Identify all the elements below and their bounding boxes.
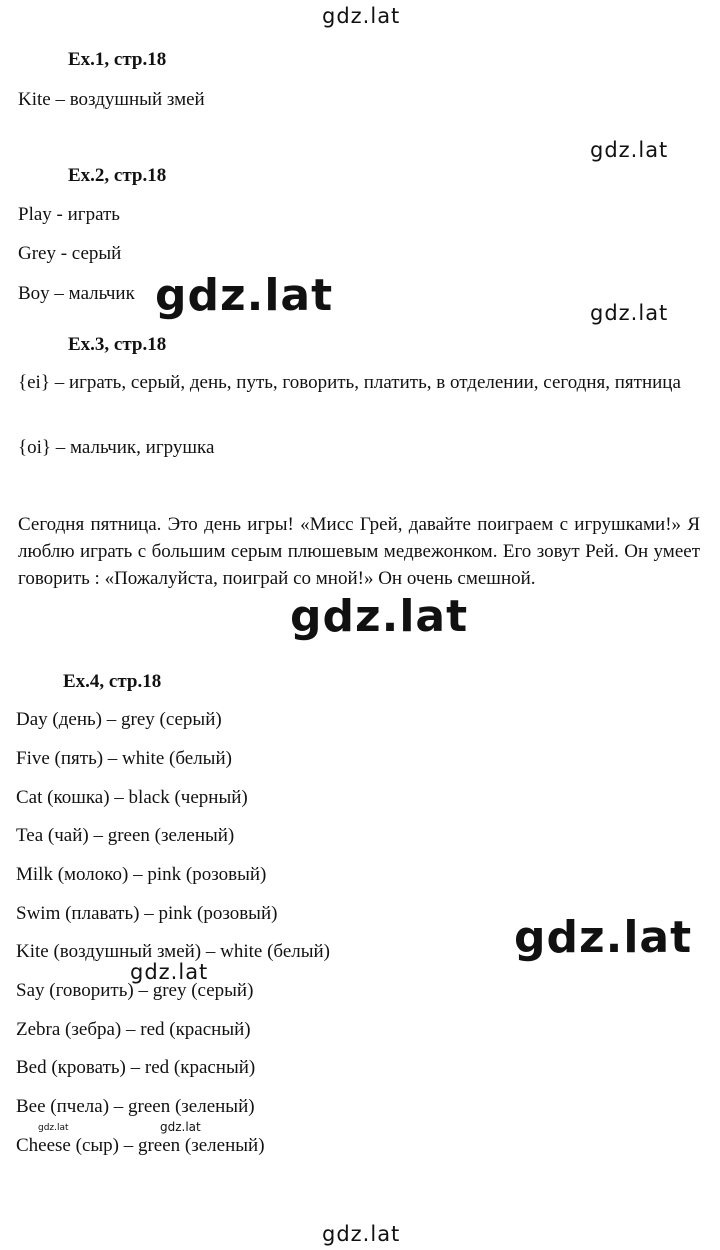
watermark-right-2: gdz.lat [590,301,669,325]
watermark-right-1: gdz.lat [590,138,669,162]
ex3-heading: Ex.3, стр.18 [68,334,167,355]
ex4-line-3: Tea (чай) – green (зеленый) [16,825,235,846]
ex3-line-ei: {ei} – играть, серый, день, путь, говорить, платить, в отделении, сегодня, пятница [18,372,681,393]
ex4-line-9: Bed (кровать) – red (красный) [16,1057,256,1078]
ex4-line-7: Say (говорить) – grey (серый) [16,980,254,1001]
ex4-line-6: Kite (воздушный змей) – white (белый) [16,941,331,962]
watermark-bottom: gdz.lat [322,1222,401,1246]
ex2-line-0: Play - играть [18,204,120,225]
ex1-heading: Ex.1, стр.18 [68,49,167,70]
ex3-line-oi: {oi} – мальчик, игрушка [18,437,215,458]
ex2-line-2: Boy – мальчик [18,283,135,304]
ex4-line-11: Cheese (сыр) – green (зеленый) [16,1135,265,1156]
watermark-large-1: gdz.lat [155,270,334,321]
ex3-paragraph: Сегодня пятница. Это день игры! «Мисс Грей, давайте поиграем с игрушками!» Я люблю играть с большим серым плюшевым медвежонком. Его зовут Рей. Он умеет говорить : «Пожалуйста, поиграй со мной!» Он очень смешной. [18,514,700,589]
ex4-line-8: Zebra (зебра) – red (красный) [16,1019,251,1040]
ex4-heading: Ex.4, стр.18 [63,671,162,692]
watermark-large-2: gdz.lat [290,591,469,642]
ex4-line-5: Swim (плавать) – pink (розовый) [16,903,278,924]
watermark-large-3: gdz.lat [514,912,693,963]
ex2-line-1: Grey - серый [18,243,122,264]
watermark-tiny-2: gdz.lat [160,1120,201,1134]
ex4-line-1: Five (пять) – white (белый) [16,748,232,769]
ex4-line-4: Milk (молоко) – pink (розовый) [16,864,267,885]
ex2-heading: Ex.2, стр.18 [68,165,167,186]
ex4-line-2: Cat (кошка) – black (черный) [16,787,248,808]
watermark-top: gdz.lat [322,4,401,28]
watermark-mid: gdz.lat [130,960,209,984]
watermark-tiny-1: gdz.lat [38,1123,69,1133]
ex4-line-0: Day (день) – grey (серый) [16,709,222,730]
ex4-line-10: Bee (пчела) – green (зеленый) [16,1096,255,1117]
ex1-line-0: Kite – воздушный змей [18,89,205,110]
